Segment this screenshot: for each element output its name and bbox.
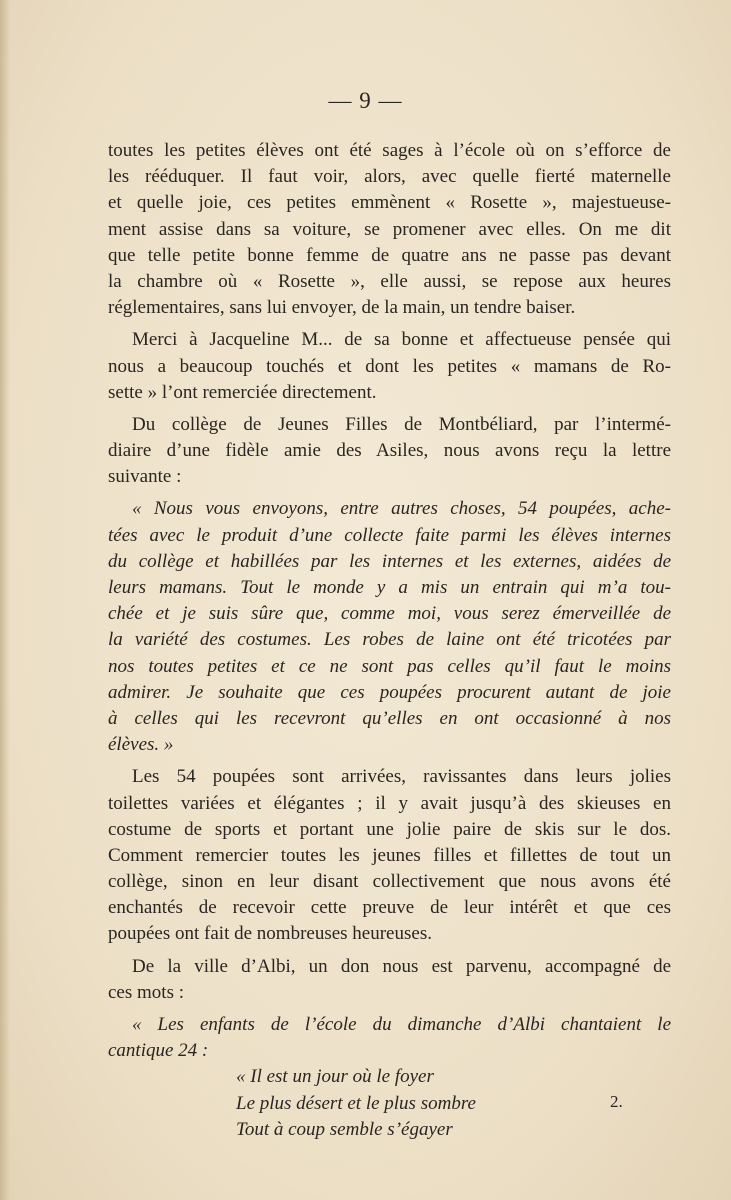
text-line: réglementaires, sans lui envoyer, de la main, un tendre baiser.: [108, 297, 576, 319]
text-line: costume de sports et portant une jolie paire de skis sur le dos.: [108, 818, 671, 840]
text-line: Comment remercier toutes les jeunes filles et fillettes de tout un: [108, 844, 671, 866]
text-line: sette » l’ont remerciée directement.: [108, 381, 377, 403]
text-line: tées avec le produit d’une collecte faite parmi les élèves internes: [108, 524, 671, 546]
text-line: leurs mamans. Tout le monde y a mis un entrain qui m’a tou-: [108, 577, 671, 598]
text-line: Merci à Jacqueline M... de sa bonne et affectueuse pensée qui: [132, 329, 671, 351]
text-line: Du collège de Jeunes Filles de Montbéliard, par l’intermé-: [132, 413, 671, 435]
text-line: nous a beaucoup touchés et dont les petites « mamans de Ro-: [108, 355, 671, 377]
text-line: collège, sinon en leur disant collectivement que nous avons été: [108, 871, 671, 893]
paragraph: [108, 954, 671, 1006]
text-line: du collège et habillées par les internes et les externes, aidées de: [108, 550, 671, 572]
paragraph: [108, 327, 671, 406]
page-number: — 9 —: [328, 88, 403, 113]
text-line: chée et je suis sûre que, comme moi, vous serez émerveillée de: [108, 603, 671, 625]
text-line: ces mots :: [108, 981, 184, 1003]
text-line: élèves. »: [108, 734, 174, 756]
text-line: poupées ont fait de nombreuses heureuses.: [108, 923, 432, 945]
body-text: [108, 138, 671, 1143]
paragraph: [108, 138, 671, 321]
text-line: nos toutes petites et ce ne sont pas celles qu’il faut le moins: [108, 655, 671, 677]
verse-line: Le plus désert et le plus sombre: [236, 1092, 476, 1114]
text-line: à celles qui les recevront qu’elles en ont occasionné à nos: [108, 707, 671, 729]
text-line: Les 54 poupées sont arrivées, ravissantes dans leurs jolies: [132, 766, 671, 788]
page-edge-shadow: [0, 0, 10, 1200]
text-line: que telle petite bonne femme de quatre ans ne passe pas devant: [108, 244, 671, 266]
text-line: et quelle joie, ces petites emmènent « Rosette », majestueuse-: [108, 192, 671, 214]
text-line: « Nous vous envoyons, entre autres choses, 54 poupées, ache-: [132, 498, 671, 520]
text-line: la variété des costumes. Les robes de laine ont été tricotées par: [108, 629, 671, 651]
paragraph: [108, 412, 671, 491]
verse-line: « Il est un jour où le foyer: [236, 1066, 434, 1088]
text-line: les rééduquer. Il faut voir, alors, avec quelle fierté maternelle: [108, 166, 671, 188]
text-line: ment assise dans sa voiture, se promener avec elles. On me dit: [108, 218, 671, 240]
text-line: admirer. Je souhaite que ces poupées procurent autant de joie: [108, 681, 671, 703]
text-line: diaire d’une fidèle amie des Asiles, nous avons reçu la lettre: [108, 440, 671, 462]
text-line: cantique 24 :: [108, 1040, 209, 1062]
verse-line: Tout à coup semble s’égayer: [236, 1118, 453, 1140]
paragraph: [108, 1012, 671, 1064]
text-line: la chambre où « Rosette », elle aussi, se repose aux heures: [108, 270, 671, 292]
paragraph: [108, 496, 671, 758]
paragraph: [108, 764, 671, 947]
text-line: enchantés de recevoir cette preuve de leur intérêt et que ces: [108, 897, 671, 919]
text-line: « Les enfants de l’école du dimanche d’Albi chantaient le: [132, 1014, 671, 1035]
verse-block: [108, 1064, 671, 1143]
text-line: toutes les petites élèves ont été sages à l’école où on s’efforce de: [108, 140, 671, 161]
text-line: De la ville d’Albi, un don nous est parvenu, accompagné de: [132, 955, 671, 977]
text-line: toilettes variées et élégantes ; il y avait jusqu’à des skieuses en: [108, 792, 671, 814]
signature-mark: 2.: [610, 1092, 623, 1111]
text-line: suivante :: [108, 466, 182, 488]
